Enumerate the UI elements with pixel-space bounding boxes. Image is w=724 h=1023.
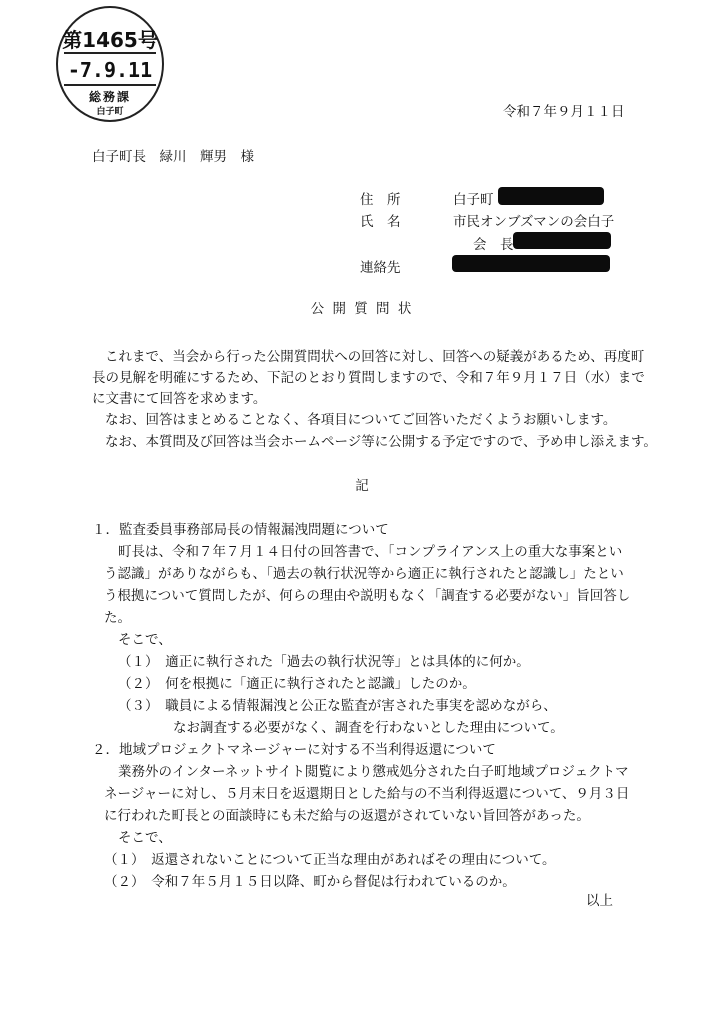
section2-body-line: に行われた町長との面談時にも未だ給与の返還がされていない旨回答があった。 <box>104 808 590 824</box>
chair-label: 会 長 <box>473 237 514 253</box>
section1-body-line: う認識」がありながらも、「過去の執行状況等から適正に執行されたと認識し」たとい <box>104 566 624 582</box>
intro-line: なお、回答はまとめることなく、各項目についてご回答いただくようお願いします。 <box>105 412 617 428</box>
stamp-divider <box>64 52 156 54</box>
receipt-stamp <box>56 6 164 122</box>
document-date: 令和７年９月１１日 <box>503 104 625 120</box>
section2-heading: ２．地域プロジェクトマネージャーに対する不当利得返還について <box>92 742 496 758</box>
address-label: 住 所 <box>360 192 401 208</box>
section2-soko: そこで、 <box>118 830 172 846</box>
stamp-number: 第1465号 <box>62 28 158 52</box>
section1-heading: １．監査委員事務部局長の情報漏洩問題について <box>92 522 389 538</box>
stamp-town: 白子町 <box>96 107 124 117</box>
stamp-date: -7.9.11 <box>67 58 153 82</box>
section1-soko: そこで、 <box>118 632 172 648</box>
closing: 以上 <box>586 893 613 909</box>
ki-marker: 記 <box>355 478 369 494</box>
section1-item-continued: なお調査する必要がなく、調査を行わないとした理由について。 <box>173 720 564 736</box>
name-label: 氏 名 <box>360 214 401 230</box>
stamp-department: 総務課 <box>88 90 131 104</box>
address-value: 白子町 <box>453 192 494 208</box>
document-title: 公 開 質 問 状 <box>310 301 414 317</box>
intro-line: なお、本質問及び回答は当会ホームページ等に公開する予定ですので、予め申し添えます。 <box>105 434 657 450</box>
section2-item: （１） 返還されないことについて正当な理由があればその理由について。 <box>104 852 556 868</box>
recipient: 白子町長 緑川 輝男 様 <box>92 149 254 165</box>
stamp-divider <box>64 84 156 86</box>
section1-body-line: う根拠について質問したが、何らの理由や説明もなく「調査する必要がない」旨回答し <box>104 588 631 604</box>
section1-body-line: 町長は、令和７年７月１４日付の回答書で、「コンプライアンス上の重大な事案とい <box>118 544 623 560</box>
intro-line: これまで、当会から行った公開質問状への回答に対し、回答への疑義があるため、再度町 <box>105 349 645 365</box>
intro-line: に文書にて回答を求めます。 <box>92 391 267 407</box>
organization-name: 市民オンブズマンの会白子 <box>453 214 615 230</box>
redacted-contact <box>452 255 610 272</box>
contact-label: 連絡先 <box>360 260 401 276</box>
section1-item: （１） 適正に執行された「過去の執行状況等」とは具体的に何か。 <box>118 654 530 670</box>
section1-item: （２） 何を根拠に「適正に執行されたと認識」したのか。 <box>118 676 476 692</box>
section1-item: （３） 職員による情報漏洩と公正な監査が害された事実を認めながら、 <box>118 698 557 714</box>
redacted-address <box>498 187 604 205</box>
section1-body-line: た。 <box>104 610 131 626</box>
section2-body-line: ネージャーに対し、５月末日を返還期日とした給与の不当利得返還について、９月３日 <box>104 786 630 802</box>
section2-body-line: 業務外のインターネットサイト閲覧により懲戒処分された白子町地域プロジェクトマ <box>118 764 629 780</box>
intro-line: 長の見解を明確にするため、下記のとおり質問しますので、令和７年９月１７日（水）まで <box>92 370 645 386</box>
section2-item: （２） 令和７年５月１５日以降、町から督促は行われているのか。 <box>104 874 516 890</box>
redacted-chair-name <box>513 232 611 249</box>
